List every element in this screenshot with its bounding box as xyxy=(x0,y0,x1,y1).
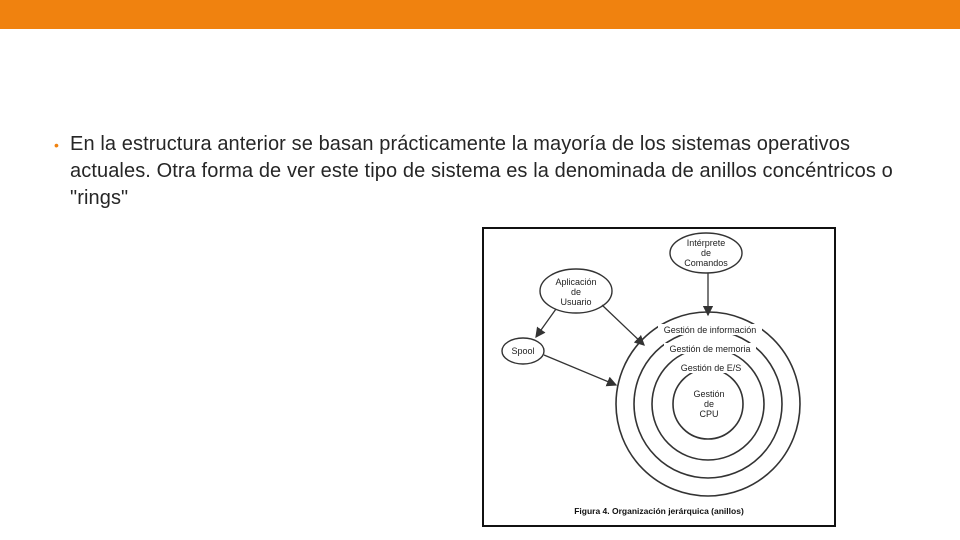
arrow-aplicacion-to-spool xyxy=(536,309,556,337)
core-label-2: de xyxy=(703,399,715,409)
interprete-label-1: Intérprete xyxy=(686,238,726,248)
ring-label-memoria: Gestión de memoria xyxy=(669,344,751,354)
bullet-item xyxy=(54,131,914,212)
aplicacion-label-3: Usuario xyxy=(560,297,592,307)
ring-label-es: Gestión de E/S xyxy=(680,363,742,373)
bullet-text: En la estructura anterior se basan prácticamente la mayoría de los sistemas operativos actuales. Otra forma de ver este tipo de sistema es la denominada de anillos concéntricos o "rings" xyxy=(70,133,893,209)
figure-caption: Figura 4. Organización jerárquica (anillos) xyxy=(574,506,744,516)
ring-label-informacion: Gestión de información xyxy=(663,325,757,335)
aplicacion-label-1: Aplicación xyxy=(555,277,597,287)
interprete-label-2: de xyxy=(700,248,712,258)
spool-label: Spool xyxy=(511,346,535,356)
rings-diagram xyxy=(484,229,834,525)
bullet-dot: • xyxy=(54,137,59,153)
rings-figure xyxy=(482,227,836,527)
core-label-1: Gestión xyxy=(693,389,725,399)
core-label-3: CPU xyxy=(699,409,719,419)
arrow-aplicacion-to-rings xyxy=(602,305,644,345)
top-accent-bar xyxy=(0,0,960,29)
aplicacion-label-2: de xyxy=(570,287,582,297)
interprete-label-3: Comandos xyxy=(684,258,728,268)
arrow-spool-to-rings xyxy=(544,355,616,385)
